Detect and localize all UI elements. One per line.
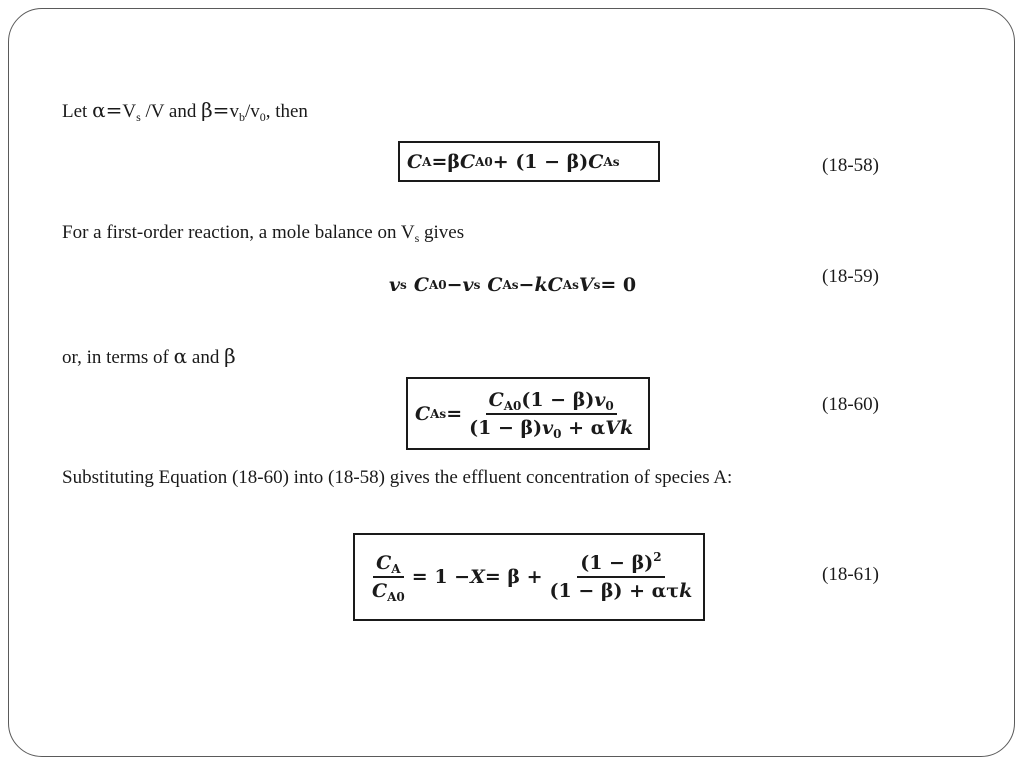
eq60-num-v-sub: 0 bbox=[605, 398, 614, 413]
eq61-denominator bbox=[547, 578, 696, 602]
eq58-equals: = bbox=[431, 150, 448, 173]
first-order-vs-base: V bbox=[400, 222, 415, 243]
eq60-num-v: v bbox=[594, 388, 606, 411]
eq61-top: C bbox=[376, 552, 392, 574]
eq59-vs: V bbox=[578, 274, 594, 296]
eq59-c1: C bbox=[413, 274, 429, 296]
terms-line bbox=[62, 344, 236, 370]
eq58-plus: + (1 − β) bbox=[492, 150, 589, 173]
alpha-symbol: α bbox=[92, 98, 106, 122]
eq61-ratio bbox=[369, 552, 408, 602]
intro-line bbox=[62, 98, 308, 124]
eq60-den-b: + α bbox=[561, 416, 606, 439]
eq61-mid: = 1 − bbox=[411, 566, 471, 588]
equation-18-58: C A = β C A0 + (1 − β) C As bbox=[398, 141, 660, 182]
eq-number-18-59: (18-59) bbox=[822, 266, 879, 287]
vs-sub: s bbox=[136, 110, 141, 124]
equation-18-60: C As = $\frac{C_{A0}(1 - \beta)v_0}{(1 - \beta)v_0 + \alpha Vk}$ bbox=[406, 377, 650, 450]
terms-and: and bbox=[187, 347, 225, 368]
eq60-den-a: (1 − β) bbox=[469, 416, 543, 439]
equals-symbol-2: = bbox=[212, 98, 230, 122]
eq61-ratio-den bbox=[369, 578, 408, 602]
eq60-numerator bbox=[486, 389, 617, 415]
eq59-equals-zero: = 0 bbox=[600, 274, 637, 296]
vs-base: V bbox=[122, 101, 137, 122]
equation-18-59: v s C A0 − v s C As − kC As V s = 0 bbox=[389, 274, 637, 296]
eq61-x: X bbox=[470, 566, 485, 588]
terms-alpha: α bbox=[173, 344, 188, 368]
eq60-num-c: C bbox=[488, 388, 504, 411]
first-order-vs-sub: s bbox=[414, 231, 420, 245]
eq59-c2: C bbox=[487, 274, 503, 296]
eq60-num-c-sub: A0 bbox=[503, 398, 522, 413]
eq60-den-c: Vk bbox=[605, 416, 634, 439]
eq60-fraction bbox=[466, 389, 636, 439]
eq59-minus2: − bbox=[518, 274, 535, 296]
eq-number-18-60: (18-60) bbox=[822, 394, 879, 415]
intro-then: , then bbox=[265, 101, 308, 122]
eq59-k: kC bbox=[534, 274, 563, 296]
eq58-beta: β bbox=[447, 150, 460, 173]
eq60-equals: = bbox=[446, 402, 463, 425]
beta-symbol: β bbox=[201, 98, 213, 122]
eq60-denominator bbox=[466, 415, 636, 439]
slash: / bbox=[244, 101, 251, 122]
vb-sub: b bbox=[238, 110, 245, 124]
eq61-top-sub: A bbox=[391, 562, 401, 576]
eq59-v2: v bbox=[462, 274, 474, 296]
eq60-den-v: v bbox=[542, 416, 554, 439]
eq61-den: (1 − β) + ατ bbox=[549, 580, 680, 602]
eq61-ratio-num bbox=[373, 552, 403, 578]
eq61-num-sup: 2 bbox=[653, 550, 662, 564]
eq61-fraction bbox=[547, 552, 696, 602]
equation-18-61 bbox=[353, 533, 705, 621]
intro-let: Let bbox=[62, 101, 93, 122]
substituting-line: Substituting Equation (18-60) into (18-58) gives the effluent concentration of species A: bbox=[62, 467, 733, 488]
eq60-num-mid: (1 − β) bbox=[521, 388, 595, 411]
v0-sub: 0 bbox=[259, 110, 266, 124]
eq60-lhs: C bbox=[415, 402, 431, 425]
eq59-v1: v bbox=[389, 274, 401, 296]
eq60-den-v-sub: 0 bbox=[553, 426, 562, 441]
eq61-den-k: k bbox=[679, 580, 693, 602]
eq58-c2: C bbox=[588, 150, 604, 173]
v0-base: v bbox=[250, 101, 260, 122]
terms-text: or, in terms of bbox=[62, 347, 174, 368]
vb-base: v bbox=[229, 101, 239, 122]
first-order-text: For a first-order reaction, a mole balance on bbox=[62, 222, 401, 243]
eq61-numerator bbox=[577, 552, 664, 578]
terms-beta: β bbox=[224, 344, 236, 368]
eq58-lhs: C bbox=[407, 150, 423, 173]
eq61-num: (1 − β) bbox=[580, 552, 654, 574]
eq-number-18-61: (18-61) bbox=[822, 564, 879, 585]
eq58-c1: C bbox=[459, 150, 476, 173]
first-order-line bbox=[62, 221, 464, 245]
eq61-bot: C bbox=[372, 580, 388, 602]
equals-symbol: = bbox=[105, 98, 123, 122]
eq59-minus1: − bbox=[446, 274, 463, 296]
eq-number-18-58: (18-58) bbox=[822, 155, 879, 176]
first-order-gives: gives bbox=[419, 222, 465, 243]
eq61-eq: = β + bbox=[484, 566, 543, 588]
eq61-bot-sub: A0 bbox=[387, 590, 405, 604]
over-v: /V and bbox=[140, 101, 202, 122]
